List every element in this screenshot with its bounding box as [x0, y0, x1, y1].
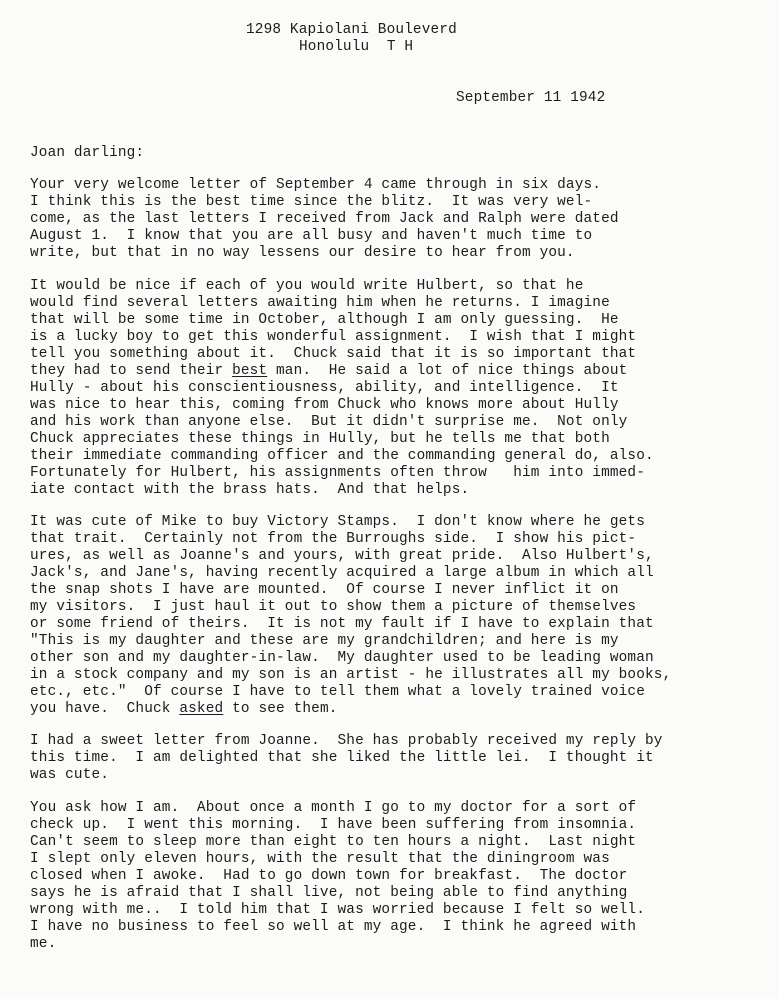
- text-line: August 1. I know that you are all busy and haven't much time to: [30, 228, 593, 244]
- text-line: says he is afraid that I shall live, not being able to find anything: [30, 885, 628, 901]
- text-line: my visitors. I just haul it out to show them a picture of themselves: [30, 599, 637, 615]
- text-line: I had a sweet letter from Joanne. She has probably received my reply by: [30, 733, 663, 749]
- salutation: Joan darling:: [30, 145, 145, 161]
- text-line: "This is my daughter and these are my grandchildren; and here is my: [30, 633, 619, 649]
- text-line: Fortunately for Hulbert, his assignments often throw him into immed-: [30, 465, 646, 481]
- return-address-street: 1298 Kapiolani Bouleverd: [246, 22, 457, 38]
- paragraph-4: [30, 733, 770, 784]
- text-segment: you have. Chuck: [30, 701, 180, 717]
- text-line: the snap shots I have are mounted. Of course I never inflict it on: [30, 582, 619, 598]
- text-line: ures, as well as Joanne's and yours, with great pride. Also Hulbert's,: [30, 548, 654, 564]
- text-line: I think this is the best time since the blitz. It was very wel-: [30, 194, 593, 210]
- text-line: check up. I went this morning. I have been suffering from insomnia.: [30, 817, 637, 833]
- letter-date: September 11 1942: [456, 90, 606, 106]
- text-line: and his work than anyone else. But it didn't surprise me. Not only: [30, 414, 628, 430]
- text-line: in a stock company and my son is an artist - he illustrates all my books,: [30, 667, 672, 683]
- text-line: that will be some time in October, although I am only guessing. He: [30, 312, 619, 328]
- text-line: their immediate commanding officer and the commanding general do, also.: [30, 448, 654, 464]
- text-line: write, but that in no way lessens our desire to hear from you.: [30, 245, 575, 261]
- text-line: It would be nice if each of you would write Hulbert, so that he: [30, 278, 584, 294]
- text-line: other son and my daughter-in-law. My daughter used to be leading woman: [30, 650, 654, 666]
- text-line: me.: [30, 936, 57, 952]
- paragraph-2: [30, 278, 770, 499]
- text-line: closed when I awoke. Had to go down town for breakfast. The doctor: [30, 868, 628, 884]
- paragraph-1: [30, 177, 770, 262]
- text-segment: to see them.: [223, 701, 338, 717]
- text-line: is a lucky boy to get this wonderful assignment. I wish that I might: [30, 329, 637, 345]
- text-line: wrong with me.. I told him that I was worried because I felt so well.: [30, 902, 646, 918]
- text-line: tell you something about it. Chuck said that it is so important that: [30, 346, 637, 362]
- text-line: or some friend of theirs. It is not my fault if I have to explain that: [30, 616, 654, 632]
- underlined-word: asked: [179, 701, 224, 717]
- underlined-word: best: [232, 363, 268, 379]
- text-line: I have no business to feel so well at my age. I think he agreed with: [30, 919, 637, 935]
- text-line: that trait. Certainly not from the Burroughs side. I show his pict-: [30, 531, 637, 547]
- text-line: iate contact with the brass hats. And that helps.: [30, 482, 470, 498]
- text-line: It was cute of Mike to buy Victory Stamps. I don't know where he gets: [30, 514, 646, 530]
- text-line: would find several letters awaiting him when he returns. I imagine: [30, 295, 610, 311]
- text-line: was cute.: [30, 767, 110, 783]
- text-line: etc., etc." Of course I have to tell them what a lovely trained voice: [30, 684, 646, 700]
- text-line-with-underline: [30, 701, 770, 718]
- text-line: Can't seem to sleep more than eight to ten hours a night. Last night: [30, 834, 637, 850]
- text-segment: they had to send their: [30, 363, 233, 379]
- paragraph-5: [30, 800, 770, 953]
- text-line: Chuck appreciates these things in Hully, but he tells me that both: [30, 431, 610, 447]
- text-segment: man. He said a lot of nice things about: [267, 363, 628, 379]
- text-line: Hully - about his conscientiousness, ability, and intelligence. It: [30, 380, 619, 396]
- text-line: Jack's, and Jane's, having recently acquired a large album in which all: [30, 565, 654, 581]
- text-line: You ask how I am. About once a month I go to my doctor for a sort of: [30, 800, 637, 816]
- return-address-city: Honolulu T H: [299, 39, 414, 55]
- text-line: I slept only eleven hours, with the result that the diningroom was: [30, 851, 610, 867]
- paragraph-3: [30, 514, 770, 718]
- text-line: come, as the last letters I received from Jack and Ralph were dated: [30, 211, 619, 227]
- text-line-with-underline: [30, 363, 770, 380]
- text-line: this time. I am delighted that she liked the little lei. I thought it: [30, 750, 654, 766]
- text-line: was nice to hear this, coming from Chuck who knows more about Hully: [30, 397, 619, 413]
- text-line: Your very welcome letter of September 4 came through in six days.: [30, 177, 602, 193]
